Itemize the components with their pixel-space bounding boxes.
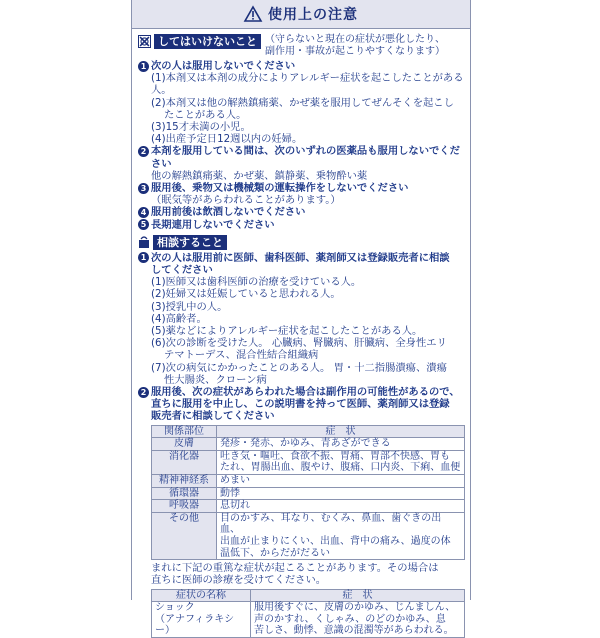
- table-header: 症 状: [251, 589, 465, 602]
- consult-section-label: 相談すること: [153, 235, 227, 250]
- table-header-row: [152, 425, 465, 438]
- list-item: (6)次の診断を受けた人。 心臓病、腎臓病、肝臓病、全身性エリ: [151, 337, 447, 350]
- table-row: [152, 487, 465, 500]
- number-badge: 2: [138, 146, 149, 157]
- list-item: たことがある人。: [164, 108, 247, 121]
- dont-section-heading: [138, 34, 465, 58]
- list-item: (2)妊婦又は妊娠していると思われる人。: [151, 288, 341, 301]
- dont-item-1: 1 次の人は服用しないでください: [138, 60, 465, 72]
- list-item: (4)高齢者。: [151, 312, 207, 325]
- consult-item-1-cont: してください: [151, 264, 213, 277]
- list-item: (3)授乳中の人。: [151, 300, 228, 313]
- table-cell-category: 呼吸器: [152, 500, 217, 513]
- table-cell-symptom: 目のかすみ、耳なり、むくみ、鼻血、歯ぐきの出血、 出血が止まりにくい、出血、背中の痛み、過度の体 温低下、からだがだるい: [217, 512, 465, 559]
- warning-triangle-icon: [244, 6, 262, 22]
- number-badge: 5: [138, 219, 149, 230]
- table-cell-symptom: 吐き気・嘔吐、食欲不振、胃痛、胃部不快感、胃も たれ、胃腸出血、腹やけ、腹痛、口内炎、下痢、血便: [217, 450, 465, 474]
- consult-item-1-subs: [138, 276, 465, 386]
- table-row: [152, 500, 465, 513]
- consult-item-2: 2 服用後、次の症状があらわれた場合は副作用の可能性があるので、: [138, 386, 465, 398]
- list-item: 性大腸炎、クローン病: [164, 373, 267, 386]
- table-cell-symptom: 動悸: [217, 487, 465, 500]
- consult-item-1: 1 次の人は服用前に医師、歯科医師、薬剤師又は登録販売者に相談: [138, 252, 465, 264]
- table-row: [152, 512, 465, 559]
- list-item: (1)本剤又は本剤の成分によりアレルギー症状を起こしたことがある人。: [151, 72, 464, 97]
- dont-section-label: してはいけないこと: [154, 34, 261, 49]
- rare-symptoms-note: まれに下記の重篤な症状が起こることがあります。その場合は 直ちに医師の診療を受けてください。: [151, 562, 439, 587]
- table-row: [152, 602, 465, 638]
- table-header: 症 状: [217, 425, 465, 438]
- list-item: (3)15才未満の小児。: [151, 121, 251, 134]
- table-cell-symptom: めまい: [217, 475, 465, 488]
- consult-icon: [138, 235, 150, 249]
- table-cell-category: 精神神経系: [152, 475, 217, 488]
- consult-item-2-line: 販売者に相談してください: [151, 410, 275, 423]
- dont-item-2: 2 本剤を服用している間は、次のいずれの医薬品も服用しないでください: [138, 145, 465, 169]
- precautions-header: [132, 0, 470, 29]
- dont-item-2-detail: 他の解熱鎮痛薬、かぜ薬、鎮静薬、乗物酔い薬: [151, 169, 368, 182]
- table-cell-category: 循環器: [152, 487, 217, 500]
- consult-item-2-line: 直ちに服用を中止し、この説明書を持って医師、薬剤師又は登録: [151, 398, 450, 411]
- table-cell-symptom: 息切れ: [217, 500, 465, 513]
- list-item: (2)本剤又は他の解熱鎮痛薬、かぜ薬を服用してぜんそくを起こし: [151, 96, 454, 109]
- dont-item-5: 5 長期連用しないでください: [138, 219, 465, 231]
- table-cell-symptom: 発疹・発赤、かゆみ、青あざができる: [217, 438, 465, 451]
- side-effects-table: [151, 425, 465, 561]
- number-badge: 3: [138, 183, 149, 194]
- table-header-row: [152, 589, 465, 602]
- table-cell-category: 消化器: [152, 450, 217, 474]
- precautions-body: [132, 29, 470, 638]
- number-badge: 1: [138, 252, 149, 263]
- table-header: 関係部位: [152, 425, 217, 438]
- table-cell-category: ショック （アナフィラキシー）: [152, 602, 251, 638]
- list-item: テマトーデス、混合性結合組織病: [164, 349, 319, 362]
- dont-item-3: 3 服用後、乗物又は機械類の運転操作をしないでください: [138, 182, 465, 194]
- precautions-panel: [131, 0, 471, 637]
- dont-item-1-subs: [138, 72, 465, 145]
- list-item: (5)薬などによりアレルギー症状を起こしたことがある人。: [151, 325, 423, 338]
- number-badge: 2: [138, 387, 149, 398]
- table-row: [152, 450, 465, 474]
- page-title: 使用上の注意: [268, 7, 358, 23]
- dont-item-4: 4 服用前後は飲酒しないでください: [138, 206, 465, 218]
- dont-item-3-detail: （眠気等があらわれることがあります。）: [151, 194, 341, 207]
- list-item: (4)出産予定日12週以内の妊婦。: [151, 133, 303, 146]
- table-row: [152, 475, 465, 488]
- list-item: (1)医師又は歯科医師の治療を受けている人。: [151, 276, 362, 289]
- prohibited-icon: [138, 35, 151, 48]
- table-cell-category: その他: [152, 512, 217, 559]
- dont-section-note: （守らないと現在の症状が悪化したり、 副作用・事故が起こりやすくなります）: [265, 34, 445, 57]
- table-header: 症状の名称: [152, 589, 251, 602]
- table-cell-symptom: 服用後すぐに、皮膚のかゆみ、じんましん、 声のかすれ、くしゃみ、のどのかゆみ、息 苦しさ、動悸、意識の混濁等があらわれる。: [251, 602, 465, 638]
- consult-section-heading: [138, 235, 465, 250]
- serious-symptoms-table: [151, 589, 465, 638]
- list-item: (7)次の病気にかかったことのある人。 胃・十二指腸潰瘍、潰瘍: [151, 361, 447, 374]
- number-badge: 1: [138, 61, 149, 72]
- table-cell-category: 皮膚: [152, 438, 217, 451]
- number-badge: 4: [138, 207, 149, 218]
- table-row: [152, 438, 465, 451]
